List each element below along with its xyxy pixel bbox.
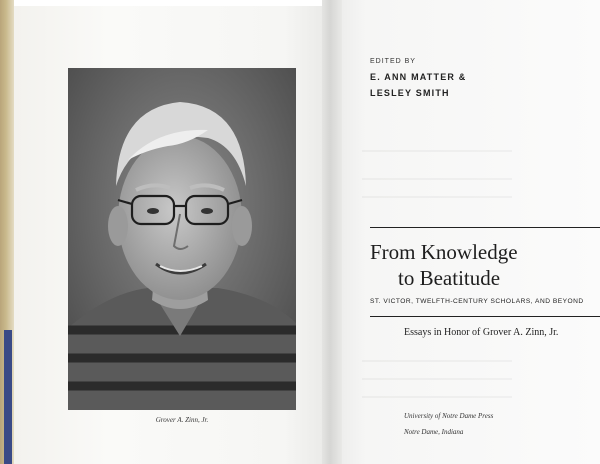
portrait-illustration (68, 68, 296, 410)
title-rule-top (370, 227, 600, 228)
honor-line: Essays in Honor of Grover A. Zinn, Jr. (404, 327, 559, 338)
book-spine-edge (0, 0, 14, 464)
show-through-line (362, 378, 512, 380)
right-page (334, 0, 600, 464)
edited-by-label: EDITED BY (370, 58, 416, 65)
publisher-location: Notre Dame, Indiana (404, 428, 464, 436)
photo-caption: Grover A. Zinn, Jr. (155, 416, 209, 424)
editor-name: LESLEY SMITH (370, 88, 450, 98)
title-rule-bottom (370, 316, 600, 317)
book-title-line: to Beatitude (398, 266, 501, 290)
portrait-photo (68, 68, 296, 410)
show-through-line (362, 196, 512, 198)
book-title-line: From Knowledge (370, 240, 518, 264)
show-through-line (362, 150, 512, 152)
publisher-name: University of Notre Dame Press (404, 412, 494, 420)
book-subtitle: ST. VICTOR, TWELFTH-CENTURY SCHOLARS, AND BEYOND (370, 298, 584, 305)
book-gutter (322, 0, 342, 464)
show-through-line (362, 178, 512, 180)
spine-blue-band (4, 330, 12, 464)
editor-name: E. ANN MATTER & (370, 72, 467, 82)
show-through-line (362, 360, 512, 362)
show-through-line (362, 396, 512, 398)
